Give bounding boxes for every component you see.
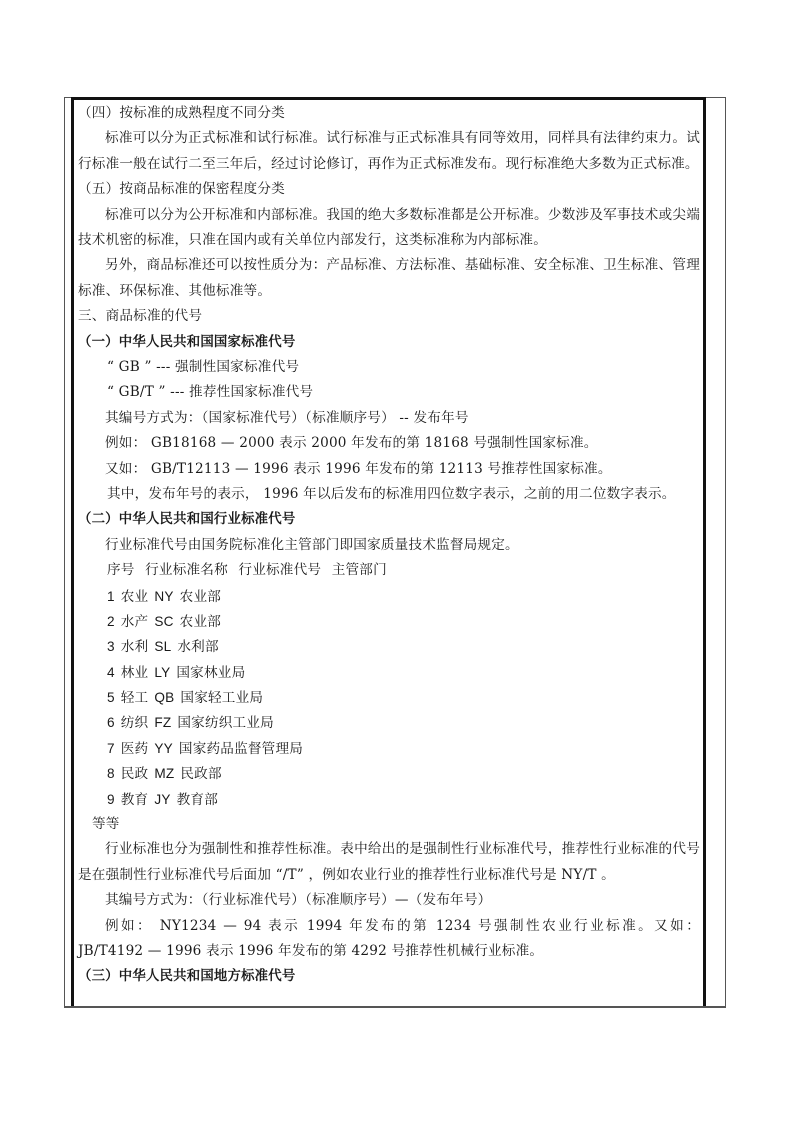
paragraph-nature-classification: 另外，商品标准还可以按性质分为：产品标准、方法标准、基础标准、安全标准、卫生标准、管理标准、环保标准、其他标准等。 [78, 257, 700, 299]
table-border-left [71, 97, 74, 1008]
row-department: 国家轻工业局 [180, 690, 264, 707]
row-number: 2 [107, 613, 115, 629]
industry-table-rows [78, 584, 700, 813]
row-department: 水利部 [177, 639, 219, 656]
row-number: 8 [107, 766, 115, 782]
row-industry-name: 民政 [120, 766, 149, 783]
section-heading-maturity: （四）按标准的成熟程度不同分类 [78, 105, 285, 121]
industry-intro: 行业标准代号由国务院标准化主管部门即国家质量技术监督局规定。 [105, 536, 519, 553]
industry-table-row [78, 761, 700, 786]
industry-table-row [78, 584, 700, 609]
row-department: 教育部 [176, 791, 219, 808]
row-industry-name: 农业 [120, 588, 149, 605]
paragraph-confidentiality: 标准可以分为公开标准和内部标准。我国的绝大多数标准都是公开标准。少数涉及军事技术或尖端技术机密的标准，只准在国内或有关单位内部发行，这类标准称为内部标准。 [78, 206, 700, 248]
row-number: 4 [107, 664, 115, 680]
national-format-line: 其编号方式为：（国家标准代号）（标准顺序号） -- 发布年号 [105, 409, 469, 426]
national-example-1: 例如： GB18168 — 2000 表示 2000 年发布的第 18168 号强制性国家标准。 [105, 435, 598, 452]
row-department: 民政部 [180, 766, 222, 783]
subheading-national-codes: （一）中华人民共和国国家标准代号 [78, 334, 296, 350]
table-border-right [703, 97, 706, 1008]
row-industry-code: YY [154, 740, 173, 756]
row-number: 3 [107, 639, 115, 655]
part-heading-codes: 三、商品标准的代号 [78, 308, 203, 325]
row-department: 国家林业局 [176, 664, 246, 681]
industry-table-row [78, 736, 700, 761]
industry-table-row [78, 609, 700, 634]
industry-table-row [78, 660, 700, 685]
etc-line: 等等 [92, 816, 120, 833]
header-code: 行业标准代号 [238, 562, 322, 579]
subheading-local-codes: （三）中华人民共和国地方标准代号 [78, 969, 296, 985]
row-industry-name: 林业 [120, 664, 149, 681]
national-year-note: 其中，发布年号的表示， 1996 年以后发布的标准用四位数字表示，之前的用二位数字表示。 [107, 485, 676, 502]
industry-table-row [78, 710, 700, 735]
section-heading-confidentiality: （五）按商品标准的保密程度分类 [78, 181, 285, 198]
document-body [78, 101, 700, 990]
industry-table-row [78, 634, 700, 659]
row-industry-code: SL [154, 639, 172, 655]
table-border-top [71, 97, 706, 100]
row-industry-code: JY [154, 791, 171, 807]
row-industry-code: MZ [154, 766, 175, 782]
row-number: 7 [107, 740, 115, 756]
industry-table-header [78, 558, 700, 583]
row-industry-code: SC [154, 613, 174, 629]
row-industry-code: QB [154, 690, 175, 706]
gb-code-line: “ GB ” --- 强制性国家标准代号 [107, 359, 300, 375]
row-department: 农业部 [179, 588, 222, 605]
row-industry-name: 教育 [120, 791, 149, 808]
row-industry-name: 轻工 [120, 690, 149, 707]
industry-example: 例如： NY1234 — 94 表示 1994 年发布的第 1234 号强制性农业行业标准。又如： JB/T4192 — 1996 表示 1996 年发布的第 4292 号推荐性机械行业标准。 [78, 917, 700, 960]
national-example-2: 又如： GB/T12113 — 1996 表示 1996 年发布的第 12113 号推荐性国家标准。 [105, 460, 612, 477]
industry-format-line: 其编号方式为：（行业标准代号）（标准顺序号）—（发布年号） [105, 892, 492, 909]
row-industry-name: 医药 [120, 740, 149, 757]
row-department: 国家药品监督管理局 [178, 740, 304, 757]
industry-table-row [78, 685, 700, 710]
gbt-code-line: “ GB/T ” --- 推荐性国家标准代号 [107, 384, 314, 401]
row-industry-code: NY [154, 588, 174, 604]
header-name: 行业标准名称 [145, 562, 228, 579]
row-industry-code: LY [154, 664, 171, 680]
row-number: 5 [107, 690, 115, 706]
row-industry-name: 水利 [120, 639, 149, 656]
paragraph-maturity: 标准可以分为正式标准和试行标准。试行标准与正式标准具有同等效用，同样具有法律约束力。试行标准一般在试行二至三年后，经过讨论修订，再作为正式标准发布。现行标准绝大多数为正式标准。 [78, 130, 700, 172]
subheading-industry-codes: （二）中华人民共和国行业标准代号 [78, 512, 296, 528]
industry-table-row [78, 787, 700, 812]
row-industry-name: 纺织 [120, 715, 149, 732]
row-industry-name: 水产 [120, 613, 149, 630]
header-no: 序号 [107, 562, 135, 579]
industry-paragraph: 行业标准也分为强制性和推荐性标准。表中给出的是强制性行业标准代号，推荐性行业标准的代号是在强制性行业标准代号后面加 “/T” ，例如农业行业的推荐性行业标准代号是 NY/T 。 [78, 841, 700, 883]
row-number: 6 [107, 715, 115, 731]
table-border-bottom [64, 1006, 726, 1008]
row-department: 农业部 [179, 613, 222, 630]
row-number: 1 [107, 588, 115, 604]
header-dept: 主管部门 [331, 562, 387, 579]
row-department: 国家纺织工业局 [177, 715, 274, 732]
row-number: 9 [107, 791, 115, 807]
row-industry-code: FZ [154, 715, 172, 731]
